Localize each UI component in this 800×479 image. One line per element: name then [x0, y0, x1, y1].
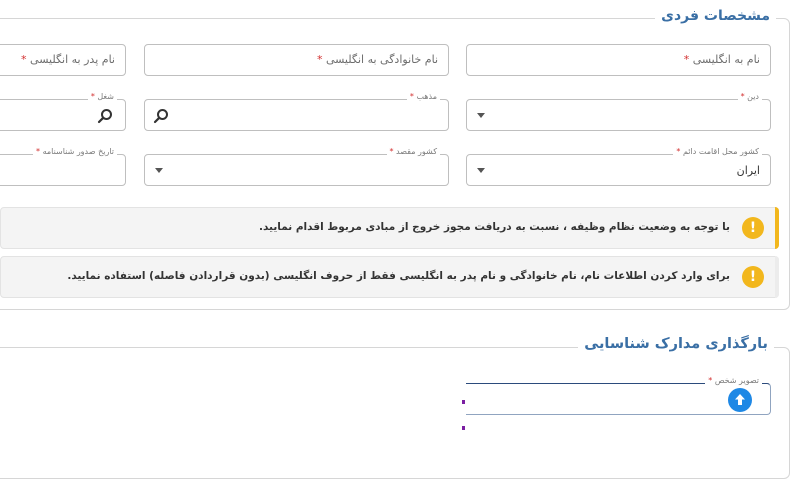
search-icon[interactable] — [153, 108, 169, 124]
exclamation-icon: ! — [742, 266, 764, 288]
upload-icon — [728, 388, 752, 412]
destination-country-label: کشور مقصد * — [387, 147, 441, 156]
chevron-down-icon — [477, 168, 485, 173]
sect-search-field[interactable] — [144, 92, 449, 131]
marker-dot — [462, 400, 465, 404]
religion-label: دین * — [738, 92, 762, 101]
personal-info-title: مشخصات فردی — [655, 8, 776, 24]
person-photo-label: تصویر شخص * — [705, 376, 762, 385]
first-name-en-input[interactable] — [466, 44, 771, 76]
alert-english-only — [0, 256, 779, 298]
first-name-en-placeholder: نام به انگلیسی * — [683, 53, 760, 66]
alert-military-service — [0, 207, 779, 249]
id-issue-date-field[interactable] — [0, 147, 126, 186]
residence-country-value: ایران — [736, 164, 760, 177]
father-name-en-input[interactable] — [0, 44, 126, 76]
destination-country-select[interactable] — [144, 147, 449, 186]
residence-country-select[interactable] — [466, 147, 771, 186]
last-name-en-placeholder: نام خانوادگی به انگلیسی * — [316, 53, 438, 66]
last-name-en-input[interactable] — [144, 44, 449, 76]
documents-title: بارگذاری مدارک شناسایی — [578, 336, 774, 352]
marker-dot — [462, 426, 465, 430]
search-icon[interactable] — [97, 108, 113, 124]
alert-accent-bar — [775, 207, 779, 249]
upload-button[interactable] — [728, 388, 752, 412]
exclamation-icon: ! — [742, 217, 764, 239]
chevron-down-icon — [477, 113, 485, 118]
residence-country-label: کشور محل اقامت دائم * — [673, 147, 762, 156]
id-issue-date-label: تاریخ صدور شناسنامه * — [33, 147, 117, 156]
chevron-down-icon — [155, 168, 163, 173]
alert-text: با توجه به وضعیت نظام وظیفه ، نسبت به دریافت مجوز خروج از مبادی مربوط اقدام نمایید. — [259, 221, 730, 233]
person-photo-upload[interactable] — [466, 376, 771, 415]
father-name-en-placeholder: نام پدر به انگلیسی * — [21, 53, 115, 66]
sect-label: مذهب * — [407, 92, 440, 101]
alert-text: برای وارد کردن اطلاعات نام، نام خانوادگی و نام پدر به انگلیسی فقط از حروف انگلیسی (بدون قراردادن فاصله) استفاده نمایید. — [67, 270, 730, 282]
job-label: شغل * — [88, 92, 117, 101]
job-search-field[interactable] — [0, 92, 126, 131]
religion-select[interactable] — [466, 92, 771, 131]
alert-accent-bar — [775, 256, 779, 298]
